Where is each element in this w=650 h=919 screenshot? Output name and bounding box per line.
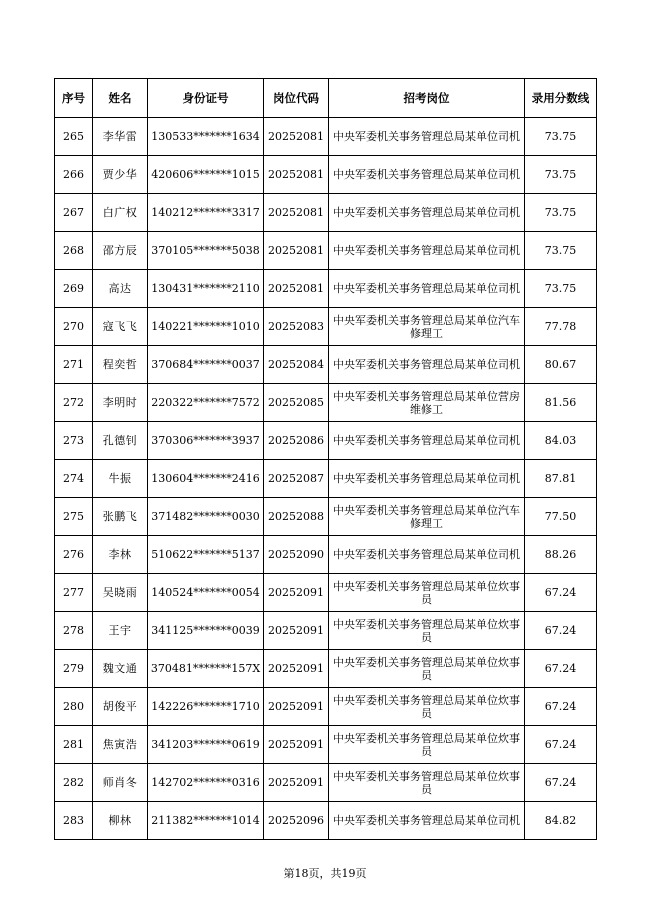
cell-serial: 278 (55, 612, 93, 650)
cell-score: 88.26 (525, 536, 597, 574)
cell-position: 中央军委机关事务管理总局某单位炊事员 (329, 764, 525, 802)
cell-name: 牛振 (93, 460, 148, 498)
cell-serial: 277 (55, 574, 93, 612)
header-name: 姓名 (93, 79, 148, 118)
table-header-row (55, 79, 597, 118)
cell-serial: 283 (55, 802, 93, 840)
cell-name: 高达 (93, 270, 148, 308)
cell-score: 67.24 (525, 726, 597, 764)
cell-position-code: 20252091 (264, 726, 329, 764)
cell-serial: 276 (55, 536, 93, 574)
table-row (55, 194, 597, 232)
header-serial: 序号 (55, 79, 93, 118)
header-id-number: 身份证号 (148, 79, 264, 118)
cell-score: 67.24 (525, 688, 597, 726)
cell-score: 67.24 (525, 650, 597, 688)
table-row (55, 422, 597, 460)
cell-id-number: 510622*******5137 (148, 536, 264, 574)
cell-score: 73.75 (525, 232, 597, 270)
cell-serial: 267 (55, 194, 93, 232)
cell-serial: 282 (55, 764, 93, 802)
cell-serial: 270 (55, 308, 93, 346)
cell-position-code: 20252087 (264, 460, 329, 498)
cell-score: 73.75 (525, 194, 597, 232)
cell-position: 中央军委机关事务管理总局某单位司机 (329, 460, 525, 498)
cell-id-number: 140221*******1010 (148, 308, 264, 346)
cell-position: 中央军委机关事务管理总局某单位司机 (329, 118, 525, 156)
cell-name: 白广权 (93, 194, 148, 232)
header-position-code: 岗位代码 (264, 79, 329, 118)
cell-position-code: 20252081 (264, 270, 329, 308)
cell-score: 77.50 (525, 498, 597, 536)
cell-name: 李明时 (93, 384, 148, 422)
cell-score: 67.24 (525, 574, 597, 612)
table-row (55, 460, 597, 498)
cell-id-number: 341125*******0039 (148, 612, 264, 650)
cell-id-number: 420606*******1015 (148, 156, 264, 194)
table-row (55, 308, 597, 346)
cell-name: 贾少华 (93, 156, 148, 194)
cell-id-number: 130604*******2416 (148, 460, 264, 498)
cell-score: 67.24 (525, 764, 597, 802)
cell-position-code: 20252081 (264, 232, 329, 270)
cell-position: 中央军委机关事务管理总局某单位司机 (329, 422, 525, 460)
cell-position-code: 20252081 (264, 194, 329, 232)
table-row (55, 574, 597, 612)
cell-position: 中央军委机关事务管理总局某单位炊事员 (329, 612, 525, 650)
cell-name: 王宇 (93, 612, 148, 650)
table-row (55, 688, 597, 726)
cell-serial: 268 (55, 232, 93, 270)
cell-score: 80.67 (525, 346, 597, 384)
cell-position: 中央军委机关事务管理总局某单位汽车修理工 (329, 498, 525, 536)
cell-id-number: 341203*******0619 (148, 726, 264, 764)
table-body (55, 118, 597, 840)
cell-position-code: 20252091 (264, 688, 329, 726)
cell-score: 87.81 (525, 460, 597, 498)
table-row (55, 612, 597, 650)
cell-name: 焦寅浩 (93, 726, 148, 764)
cell-position: 中央军委机关事务管理总局某单位营房维修工 (329, 384, 525, 422)
cell-id-number: 371482*******0030 (148, 498, 264, 536)
cell-serial: 271 (55, 346, 93, 384)
table-row (55, 498, 597, 536)
table-row (55, 232, 597, 270)
table-row (55, 726, 597, 764)
cell-name: 寇飞飞 (93, 308, 148, 346)
cell-name: 张鹏飞 (93, 498, 148, 536)
cell-position-code: 20252086 (264, 422, 329, 460)
header-score: 录用分数线 (525, 79, 597, 118)
cell-name: 胡俊平 (93, 688, 148, 726)
table-row (55, 118, 597, 156)
cell-id-number: 220322*******7572 (148, 384, 264, 422)
cell-score: 84.82 (525, 802, 597, 840)
cell-position: 中央军委机关事务管理总局某单位司机 (329, 232, 525, 270)
cell-position: 中央军委机关事务管理总局某单位炊事员 (329, 726, 525, 764)
cell-name: 柳林 (93, 802, 148, 840)
cell-id-number: 142226*******1710 (148, 688, 264, 726)
cell-name: 邵方辰 (93, 232, 148, 270)
cell-score: 67.24 (525, 612, 597, 650)
cell-position-code: 20252091 (264, 612, 329, 650)
cell-id-number: 370105*******5038 (148, 232, 264, 270)
cell-id-number: 370684*******0037 (148, 346, 264, 384)
cell-name: 程奕哲 (93, 346, 148, 384)
cell-id-number: 211382*******1014 (148, 802, 264, 840)
cell-position-code: 20252083 (264, 308, 329, 346)
table-row (55, 270, 597, 308)
cell-position-code: 20252088 (264, 498, 329, 536)
cell-name: 师肖冬 (93, 764, 148, 802)
cell-score: 84.03 (525, 422, 597, 460)
cell-position-code: 20252091 (264, 574, 329, 612)
cell-position: 中央军委机关事务管理总局某单位司机 (329, 270, 525, 308)
cell-position: 中央军委机关事务管理总局某单位炊事员 (329, 650, 525, 688)
cell-serial: 281 (55, 726, 93, 764)
cell-serial: 266 (55, 156, 93, 194)
page-footer: 第18页，共19页 (283, 867, 367, 880)
cell-serial: 280 (55, 688, 93, 726)
table-row (55, 536, 597, 574)
cell-position: 中央军委机关事务管理总局某单位司机 (329, 156, 525, 194)
cell-position: 中央军委机关事务管理总局某单位汽车修理工 (329, 308, 525, 346)
table-row (55, 650, 597, 688)
table-row (55, 764, 597, 802)
header-position: 招考岗位 (329, 79, 525, 118)
cell-position: 中央军委机关事务管理总局某单位司机 (329, 802, 525, 840)
cell-id-number: 140524*******0054 (148, 574, 264, 612)
admission-table (54, 78, 597, 840)
cell-position: 中央军委机关事务管理总局某单位炊事员 (329, 688, 525, 726)
cell-score: 77.78 (525, 308, 597, 346)
cell-position: 中央军委机关事务管理总局某单位炊事员 (329, 574, 525, 612)
cell-position: 中央军委机关事务管理总局某单位司机 (329, 346, 525, 384)
cell-name: 李林 (93, 536, 148, 574)
cell-position: 中央军委机关事务管理总局某单位司机 (329, 194, 525, 232)
table-row (55, 346, 597, 384)
cell-position-code: 20252091 (264, 764, 329, 802)
table-row (55, 384, 597, 422)
cell-serial: 272 (55, 384, 93, 422)
cell-position-code: 20252085 (264, 384, 329, 422)
cell-id-number: 130533*******1634 (148, 118, 264, 156)
cell-name: 魏文通 (93, 650, 148, 688)
cell-serial: 274 (55, 460, 93, 498)
cell-position-code: 20252096 (264, 802, 329, 840)
cell-score: 73.75 (525, 156, 597, 194)
cell-score: 73.75 (525, 270, 597, 308)
cell-position: 中央军委机关事务管理总局某单位司机 (329, 536, 525, 574)
cell-id-number: 142702*******0316 (148, 764, 264, 802)
cell-score: 73.75 (525, 118, 597, 156)
cell-position-code: 20252081 (264, 118, 329, 156)
cell-position-code: 20252081 (264, 156, 329, 194)
cell-name: 李华雷 (93, 118, 148, 156)
cell-serial: 265 (55, 118, 93, 156)
table-row (55, 802, 597, 840)
cell-score: 81.56 (525, 384, 597, 422)
cell-position-code: 20252090 (264, 536, 329, 574)
cell-serial: 273 (55, 422, 93, 460)
table-row (55, 156, 597, 194)
cell-serial: 275 (55, 498, 93, 536)
cell-id-number: 370306*******3937 (148, 422, 264, 460)
cell-serial: 269 (55, 270, 93, 308)
cell-serial: 279 (55, 650, 93, 688)
cell-position-code: 20252091 (264, 650, 329, 688)
cell-name: 吴晓雨 (93, 574, 148, 612)
cell-id-number: 130431*******2110 (148, 270, 264, 308)
cell-position-code: 20252084 (264, 346, 329, 384)
cell-id-number: 140212*******3317 (148, 194, 264, 232)
cell-name: 孔德钊 (93, 422, 148, 460)
cell-id-number: 370481*******157X (148, 650, 264, 688)
